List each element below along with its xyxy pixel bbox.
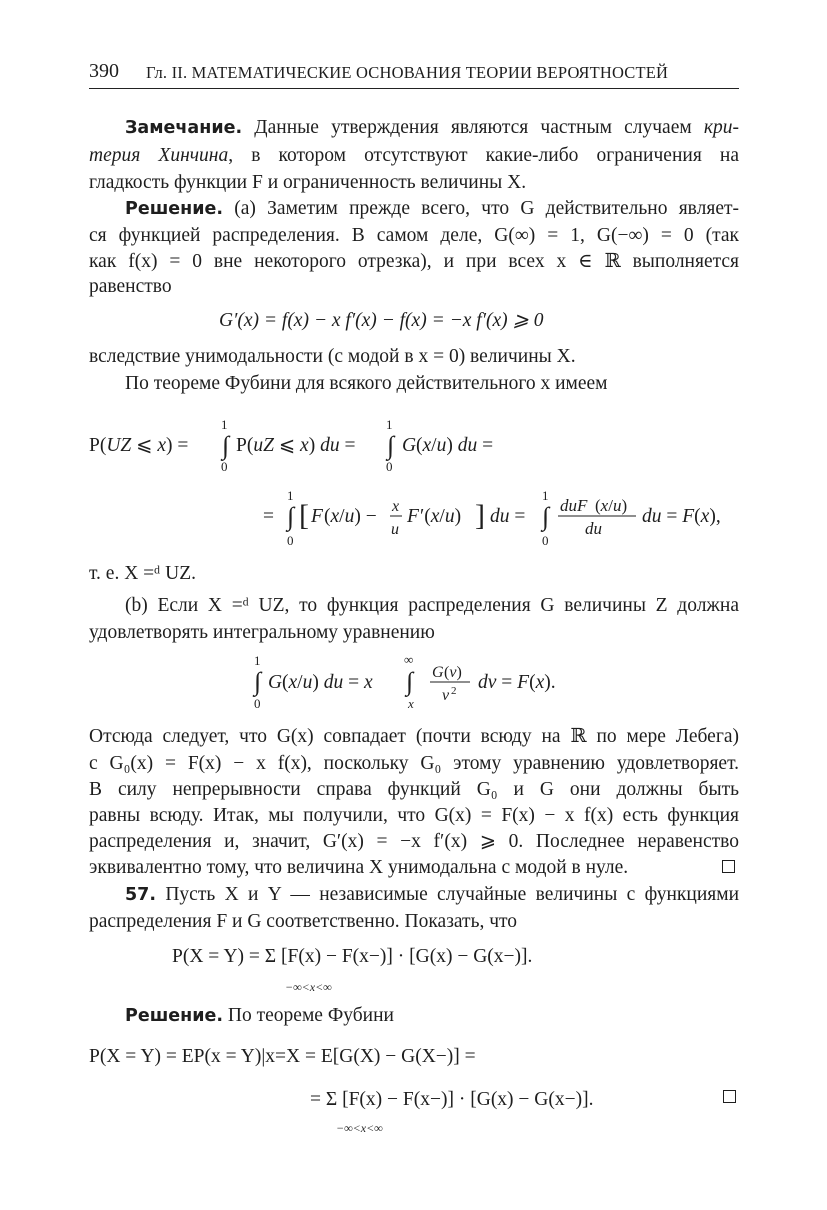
- svg-text:du: du: [585, 519, 602, 538]
- svg-text:du = F(x),: du = F(x),: [642, 506, 721, 527]
- solution-57-line: [125, 1004, 394, 1028]
- page-number: 390: [89, 60, 119, 82]
- qed-square-icon-2: [723, 1090, 736, 1103]
- remark-line-3: гладкость функции F и ограниченность величины X.: [89, 172, 527, 193]
- svg-text:(x/u) −: (x/u) −: [324, 506, 377, 527]
- svg-text:=: =: [263, 506, 274, 527]
- solution-b-line-5: В силу непрерывности справа функций G₀ и G они должны быть: [89, 779, 739, 800]
- solution-a-conclusion: т. е. X =ᵈ UZ.: [89, 563, 196, 584]
- svg-text:1: 1: [221, 417, 228, 432]
- svg-text:F: F: [407, 506, 419, 527]
- solution-a-text-1: (a) Заметим прежде всего, что G действительно являет-: [234, 198, 740, 219]
- svg-text:2: 2: [451, 685, 457, 697]
- svg-text:(v): (v): [444, 664, 462, 681]
- qed-square-icon: [722, 860, 735, 873]
- svg-text:1: 1: [386, 417, 393, 432]
- problem-57-line-1: [125, 883, 739, 907]
- svg-text:u: u: [391, 521, 399, 538]
- svg-text:∫: ∫: [406, 667, 414, 696]
- svg-text:∫: ∫: [387, 431, 395, 460]
- solution-57-equation-1: P(X = Y) = EP(x = Y)|x=X = E[G(X) − G(X−)] =: [89, 1046, 476, 1067]
- svg-text:]: ]: [475, 499, 485, 532]
- svg-text:(x/u) du =: (x/u) du =: [416, 435, 494, 456]
- svg-text:(x/u) du = x: (x/u) du = x: [282, 672, 373, 693]
- solution-label: Решение.: [125, 199, 224, 219]
- svg-text:′(x/u): ′(x/u): [420, 506, 462, 527]
- problem-57-text-1: Пусть X и Y — независимые случайные величины с функциями: [165, 884, 740, 905]
- remark-line-2: [89, 144, 739, 168]
- svg-text:G: G: [268, 672, 283, 693]
- problem-57-equation: P(X = Y) = Σ [F(x) − F(x−)] · [G(x) − G(x−)].: [172, 946, 533, 967]
- svg-text:dv = F(x).: dv = F(x).: [478, 672, 556, 693]
- running-title: Гл. II. МАТЕМАТИЧЕСКИЕ ОСНОВАНИЯ ТЕОРИИ ВЕРОЯТНОСТЕЙ: [146, 63, 669, 82]
- solution-b-line-7: распределения и, значит, G′(x) = −x f′(x) ⩾ 0. Последнее неравенство: [89, 831, 739, 852]
- solution-b-line-2: удовлетворять интегральному уравнению: [89, 622, 435, 643]
- svg-text:1: 1: [254, 653, 261, 668]
- solution-a-line-5: вследствие унимодальности (с модой в x = 0) величины X.: [89, 346, 576, 367]
- svg-text:v: v: [442, 687, 450, 704]
- remark-text-2: , в котором отсутствуют какие-либо ограничения на: [228, 145, 739, 166]
- remark-label: Замечание.: [125, 118, 243, 138]
- solution-57-sum-range: −∞<x<∞: [336, 1121, 383, 1135]
- svg-text:G: G: [402, 435, 417, 456]
- remark-italic-1: кри-: [703, 117, 740, 138]
- svg-text:F: F: [311, 506, 323, 527]
- integral-equation: [0, 648, 827, 728]
- solution-a-line-3: как f(x) = 0 вне некоторого отрезка), и при всех x ∈ ℝ выполняется: [89, 251, 739, 272]
- remark-italic-2: терия Хинчина: [89, 145, 229, 166]
- solution-b-line-3: Отсюда следует, что G(x) совпадает (почти всюду на ℝ по мере Лебега): [89, 726, 739, 747]
- svg-text:∫: ∫: [542, 502, 550, 531]
- svg-text:∫: ∫: [254, 667, 262, 696]
- page-header: [89, 60, 739, 89]
- svg-text:x: x: [392, 498, 400, 515]
- svg-text:0: 0: [287, 533, 294, 548]
- solution-b-line-4: с G₀(x) = F(x) − x f(x), поскольку G₀ этому уравнению удовлетворяет.: [89, 753, 739, 774]
- solution-a-line-4: равенство: [89, 276, 172, 297]
- solution-57-text: По теореме Фубини: [227, 1005, 394, 1026]
- svg-text:(x/u): (x/u): [595, 496, 628, 515]
- svg-text:duF: duF: [560, 496, 588, 515]
- svg-text:∞: ∞: [404, 652, 414, 667]
- solution-b-line-6: равны всюду. Итак, мы получили, что G(x) = F(x) − x f(x) есть функция: [89, 805, 739, 826]
- remark-text-1: Данные утверждения являются частным случаем: [254, 117, 692, 138]
- solution-b-line-8: эквивалентно тому, что величина X унимодальна с модой в нуле.: [89, 857, 629, 878]
- svg-text:[: [: [299, 499, 309, 532]
- svg-text:0: 0: [386, 459, 393, 474]
- solution-57-equation-2: = Σ [F(x) − F(x−)] · [G(x) − G(x−)].: [310, 1089, 594, 1110]
- svg-text:P(uZ ⩽ x) du =: P(uZ ⩽ x) du =: [236, 435, 356, 456]
- equation-g-prime: G′(x) = f(x) − x f′(x) − f(x) = −x f′(x) ⩾ 0: [219, 310, 544, 331]
- solution-a-line-1: [125, 197, 739, 221]
- svg-text:du =: du =: [490, 506, 526, 527]
- svg-text:1: 1: [287, 488, 294, 503]
- problem-number: 57.: [125, 885, 157, 905]
- remark-line-1: [125, 116, 739, 140]
- solution-57-label: Решение.: [125, 1006, 224, 1026]
- solution-a-line-2: ся функцией распределения. В самом деле, G(∞) = 1, G(−∞) = 0 (так: [89, 225, 739, 246]
- svg-text:∫: ∫: [222, 431, 230, 460]
- svg-text:0: 0: [542, 533, 549, 548]
- svg-text:G: G: [432, 664, 444, 681]
- solution-b-line-1: (b) Если X =ᵈ UZ, то функция распределения G величины Z должна: [125, 595, 739, 616]
- svg-text:0: 0: [254, 696, 261, 711]
- svg-text:1: 1: [542, 488, 549, 503]
- svg-text:x: x: [408, 696, 414, 711]
- svg-text:∫: ∫: [287, 502, 295, 531]
- svg-text:0: 0: [221, 459, 228, 474]
- problem-57-sum-range: −∞<x<∞: [285, 980, 332, 994]
- problem-57-line-2: распределения F и G соответственно. Показать, что: [89, 911, 518, 932]
- solution-a-line-6: По теореме Фубини для всякого действительного x имеем: [125, 373, 608, 394]
- svg-text:P(UZ ⩽ x) =: P(UZ ⩽ x) =: [89, 435, 189, 456]
